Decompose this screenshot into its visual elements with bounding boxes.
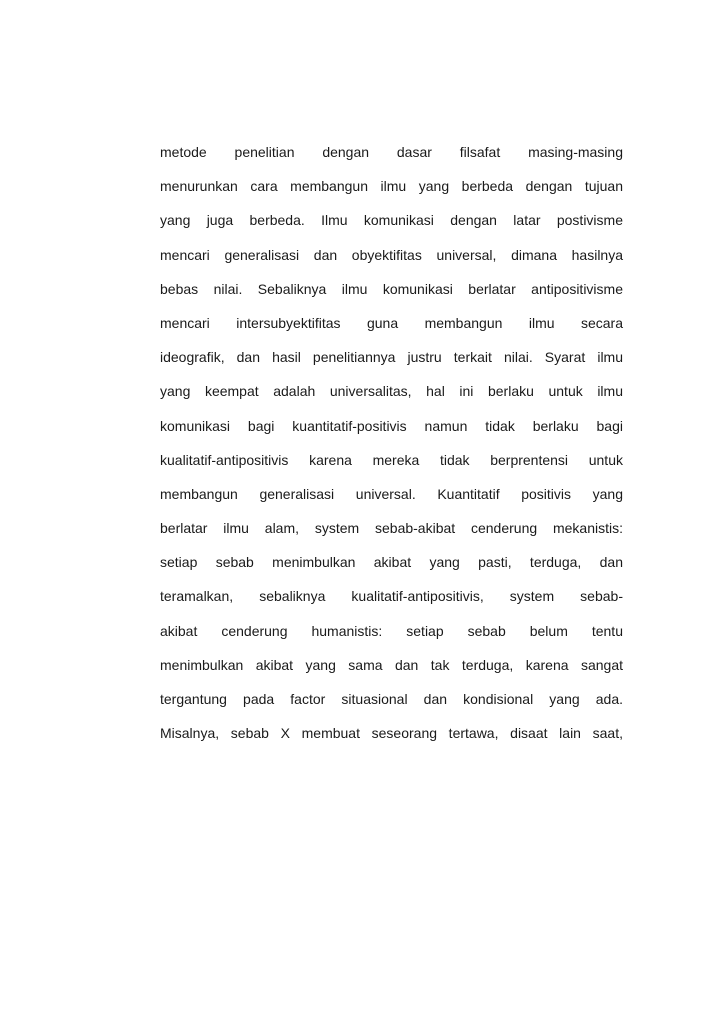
text-line: mencari generalisasi dan obyektifitas universal, dimana hasilnya xyxy=(160,246,623,263)
text-line: komunikasi bagi kuantitatif-positivis namun tidak berlaku bagi xyxy=(160,417,623,434)
text-line: berlatar ilmu alam, system sebab-akibat cenderung mekanistis: xyxy=(160,520,623,537)
text-line: teramalkan, sebaliknya kualitatif-antipositivis, system sebab- xyxy=(160,588,623,605)
text-line: Misalnya, sebab X membuat seseorang tertawa, disaat lain saat, xyxy=(160,725,623,742)
text-line: yang juga berbeda. Ilmu komunikasi dengan latar postivisme xyxy=(160,212,623,229)
text-line: yang keempat adalah universalitas, hal ini berlaku untuk ilmu xyxy=(160,383,623,400)
text-line: akibat cenderung humanistis: setiap sebab belum tentu xyxy=(160,622,623,639)
text-line: tergantung pada factor situasional dan kondisional yang ada. xyxy=(160,691,623,707)
text-line: mencari intersubyektifitas guna membangun ilmu secara xyxy=(160,314,623,331)
body-text xyxy=(160,142,623,757)
text-line: kualitatif-antipositivis karena mereka tidak berprentensi untuk xyxy=(160,451,623,468)
text-line: bebas nilai. Sebaliknya ilmu komunikasi berlatar antipositivisme xyxy=(160,280,623,297)
text-line: metode penelitian dengan dasar filsafat masing-masing xyxy=(160,144,623,160)
text-line: menimbulkan akibat yang sama dan tak terduga, karena sangat xyxy=(160,656,623,673)
text-line: ideografik, dan hasil penelitiannya justru terkait nilai. Syarat ilmu xyxy=(160,349,623,366)
text-line: menurunkan cara membangun ilmu yang berbeda dengan tujuan xyxy=(160,178,623,195)
text-line: setiap sebab menimbulkan akibat yang pasti, terduga, dan xyxy=(160,554,623,571)
text-line: membangun generalisasi universal. Kuantitatif positivis yang xyxy=(160,485,623,502)
